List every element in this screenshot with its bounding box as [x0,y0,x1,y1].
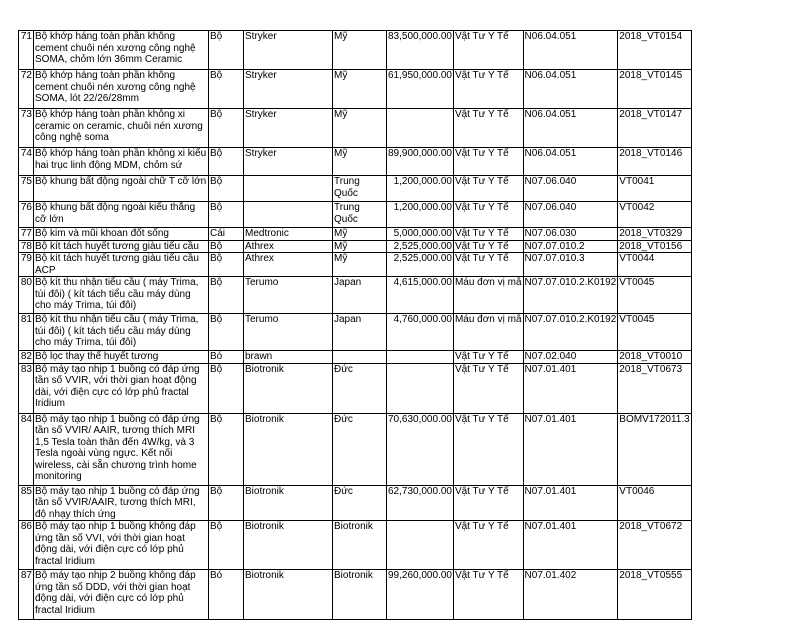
cell-row-number: 81 [19,314,34,351]
cell-item-code: N07.02.040 [523,351,618,364]
cell-item-code: N07.01.401 [523,363,618,413]
cell-item-code: N07.07.010.2.K0192 [523,314,618,351]
cell-item-name: Bộ máy tạo nhịp 1 buồng có đáp ứng tần số VVIR, với thời gian hoạt động dài, với điện cực có lớp phủ fractal Iridium [34,363,209,413]
cell-category: Máu đơn vị mẫ [453,314,523,351]
cell-origin: Đức [333,413,387,485]
table-row [19,363,692,413]
cell-unit: Bộ [209,240,244,253]
cell-reference-code: 2018_VT0156 [618,240,691,253]
cell-row-number: 87 [19,570,34,620]
cell-unit: Bộ [209,109,244,148]
cell-item-code: N06.04.051 [523,70,618,109]
cell-reference-code: 2018_VT0145 [618,70,691,109]
cell-reference-code: VT0041 [618,176,691,202]
cell-unit: Bộ [209,413,244,485]
cell-item-name: Bộ khớp háng toàn phần không cement chuôi nén xương công nghệ SOMA, lót 22/26/28mm [34,70,209,109]
cell-item-name: Bộ kim và mũi khoan đốt sống [34,228,209,241]
cell-origin: Japan [333,277,387,314]
cell-unit: Bộ [209,31,244,70]
cell-category: Vật Tư Y Tế [453,363,523,413]
cell-unit-price: 1,200,000.00 [387,202,454,228]
cell-unit: Bộ [209,202,244,228]
cell-origin: Japan [333,314,387,351]
cell-category: Vật Tư Y Tế [453,485,523,521]
cell-unit: Bộ [209,148,244,176]
table-row [19,277,692,314]
cell-unit-price: 2,525,000.00 [387,240,454,253]
cell-origin: Mỹ [333,31,387,70]
cell-category: Vật Tư Y Tế [453,202,523,228]
table-row [19,31,692,70]
cell-category: Vật Tư Y Tế [453,228,523,241]
cell-unit-price [387,363,454,413]
cell-origin: Trung Quốc [333,202,387,228]
cell-unit-price: 89,900,000.00 [387,148,454,176]
cell-item-code: N07.07.010.2.K0192 [523,277,618,314]
cell-reference-code: 2018_VT0147 [618,109,691,148]
cell-category: Vật Tư Y Tế [453,31,523,70]
cell-origin: Mỹ [333,240,387,253]
table-row [19,70,692,109]
cell-unit: Bó [209,570,244,620]
cell-item-name: Bộ kít tách huyết tương giàu tiểu cầu ACP [34,253,209,277]
supplies-table [18,30,692,620]
cell-item-name: Bộ khớp háng toàn phần không xi ceramic on ceramic, chuôi nén xương công nghệ soma [34,109,209,148]
table-body [19,31,692,620]
cell-reference-code: BOMV172011.3 [618,413,691,485]
cell-manufacturer: Biotronik [244,485,333,521]
cell-item-code: N07.07.010.2 [523,240,618,253]
cell-reference-code: 2018_VT0673 [618,363,691,413]
cell-reference-code: VT0045 [618,314,691,351]
cell-reference-code: 2018_VT0555 [618,570,691,620]
cell-unit-price: 83,500,000.00 [387,31,454,70]
cell-reference-code: 2018_VT0154 [618,31,691,70]
cell-origin: Trung Quốc [333,176,387,202]
cell-item-code: N07.01.401 [523,521,618,570]
cell-origin: Mỹ [333,228,387,241]
cell-item-code: N06.04.051 [523,109,618,148]
cell-row-number: 75 [19,176,34,202]
cell-unit: Bộ [209,70,244,109]
cell-reference-code: 2018_VT0329 [618,228,691,241]
cell-manufacturer: Athrex [244,253,333,277]
cell-row-number: 84 [19,413,34,485]
cell-manufacturer: Stryker [244,70,333,109]
cell-row-number: 76 [19,202,34,228]
cell-manufacturer: Stryker [244,31,333,70]
cell-category: Vật Tư Y Tế [453,176,523,202]
cell-unit-price [387,351,454,364]
cell-item-code: N07.01.402 [523,570,618,620]
cell-manufacturer: Terumo [244,277,333,314]
cell-item-code: N07.01.401 [523,413,618,485]
cell-item-name: Bộ lọc thay thế huyết tương [34,351,209,364]
cell-manufacturer: Stryker [244,148,333,176]
cell-unit: Bộ [209,277,244,314]
table-row [19,485,692,521]
cell-row-number: 73 [19,109,34,148]
cell-origin: Mỹ [333,253,387,277]
cell-row-number: 72 [19,70,34,109]
cell-item-name: Bộ khung bất động ngoài chữ T cỡ lớn [34,176,209,202]
cell-reference-code: VT0046 [618,485,691,521]
table-row [19,413,692,485]
table-row [19,202,692,228]
cell-manufacturer: Biotronik [244,521,333,570]
cell-row-number: 78 [19,240,34,253]
cell-item-name: Bộ khung bất động ngoài kiểu thẳng cỡ lớn [34,202,209,228]
cell-origin [333,351,387,364]
cell-unit: Bộ [209,314,244,351]
cell-unit: Cái [209,228,244,241]
table-row [19,109,692,148]
cell-category: Vật Tư Y Tế [453,570,523,620]
cell-manufacturer: Biotronik [244,570,333,620]
table-row [19,148,692,176]
cell-category: Vật Tư Y Tế [453,70,523,109]
cell-row-number: 82 [19,351,34,364]
cell-unit-price: 4,760,000.00 [387,314,454,351]
table-row [19,570,692,620]
cell-item-name: Bộ máy tạo nhịp 1 buồng không đáp ứng tần số VVI, với thời gian hoạt động dài, với điện cực có lớp phủ fractal Iridium [34,521,209,570]
cell-reference-code: VT0042 [618,202,691,228]
cell-origin: Đức [333,363,387,413]
cell-manufacturer: brawn [244,351,333,364]
cell-item-code: N06.04.051 [523,148,618,176]
cell-row-number: 80 [19,277,34,314]
cell-category: Vật Tư Y Tế [453,521,523,570]
cell-row-number: 77 [19,228,34,241]
cell-origin: Đức [333,485,387,521]
table-row [19,240,692,253]
cell-reference-code: VT0044 [618,253,691,277]
cell-unit-price: 99,260,000.00 [387,570,454,620]
cell-unit-price [387,521,454,570]
cell-reference-code: 2018_VT0146 [618,148,691,176]
cell-category: Máu đơn vị mẫ [453,277,523,314]
table-row [19,228,692,241]
cell-unit: Bộ [209,253,244,277]
table-row [19,521,692,570]
cell-manufacturer: Stryker [244,109,333,148]
cell-origin: Biotronik [333,521,387,570]
cell-unit-price: 61,950,000.00 [387,70,454,109]
cell-category: Vật Tư Y Tế [453,413,523,485]
cell-unit-price [387,109,454,148]
cell-item-name: Bộ khớp háng toàn phần không xi kiểu hai trục linh động MDM, chỏm sứ [34,148,209,176]
table-row [19,351,692,364]
cell-row-number: 83 [19,363,34,413]
cell-row-number: 85 [19,485,34,521]
cell-manufacturer: Medtronic [244,228,333,241]
cell-item-code: N06.04.051 [523,31,618,70]
cell-manufacturer: Athrex [244,240,333,253]
cell-row-number: 74 [19,148,34,176]
cell-item-code: N07.06.030 [523,228,618,241]
cell-reference-code: VT0045 [618,277,691,314]
cell-category: Vật Tư Y Tế [453,240,523,253]
cell-category: Vật Tư Y Tế [453,351,523,364]
cell-reference-code: 2018_VT0672 [618,521,691,570]
cell-unit-price: 4,615,000.00 [387,277,454,314]
cell-row-number: 86 [19,521,34,570]
cell-unit: Bộ [209,363,244,413]
table-row [19,253,692,277]
cell-item-name: Bộ máy tạo nhịp 1 buồng có đáp ứng tần số VVIR/ AAIR, tương thích MRI 1,5 Tesla toàn thân đến 4W/kg, và 3 Tesla ngoài vùng ngực. Kết nối wireless, cài sẵn chương trình home monitoring [34,413,209,485]
cell-unit-price: 1,200,000.00 [387,176,454,202]
cell-unit: Bộ [209,176,244,202]
cell-item-name: Bộ khớp háng toàn phần không cement chuôi nén xương công nghệ SOMA, chỏm lớn 36mm Ceramic [34,31,209,70]
cell-category: Vật Tư Y Tế [453,109,523,148]
cell-item-name: Bộ kít thu nhận tiểu cầu ( máy Trima, túi đôi) ( kít tách tiểu cầu máy dùng cho máy Trima, túi đôi) [34,314,209,351]
cell-unit-price: 2,525,000.00 [387,253,454,277]
cell-item-name: Bộ kít tách huyết tương giàu tiểu cầu [34,240,209,253]
cell-manufacturer: Biotronik [244,363,333,413]
cell-reference-code: 2018_VT0010 [618,351,691,364]
cell-unit-price: 62,730,000.00 [387,485,454,521]
cell-unit-price: 70,630,000.00 [387,413,454,485]
cell-row-number: 79 [19,253,34,277]
cell-manufacturer: Biotronik [244,413,333,485]
cell-manufacturer [244,176,333,202]
cell-item-name: Bộ kít thu nhận tiểu cầu ( máy Trima, túi đôi) ( kít tách tiểu cầu máy dùng cho máy Trima, túi đôi) [34,277,209,314]
cell-origin: Mỹ [333,109,387,148]
cell-item-code: N07.06.040 [523,202,618,228]
cell-row-number: 71 [19,31,34,70]
table-row [19,314,692,351]
cell-category: Vật Tư Y Tế [453,253,523,277]
cell-manufacturer: Terumo [244,314,333,351]
cell-item-code: N07.07.010.3 [523,253,618,277]
cell-item-name: Bộ máy tạo nhịp 1 buồng có đáp ứng tần số VVIR/AAIR, tương thích MRI, độ nhạy thích ứng [34,485,209,521]
cell-unit: Bộ [209,485,244,521]
cell-origin: Biotronik [333,570,387,620]
cell-item-code: N07.06.040 [523,176,618,202]
table-row [19,176,692,202]
cell-origin: Mỹ [333,70,387,109]
cell-origin: Mỹ [333,148,387,176]
cell-unit-price: 5,000,000.00 [387,228,454,241]
cell-item-code: N07.01.401 [523,485,618,521]
cell-item-name: Bộ máy tạo nhịp 2 buồng không đáp ứng tần số DDD, với thời gian hoạt động dài, với điện cực có lớp phủ fractal Iridium [34,570,209,620]
cell-unit: Bó [209,351,244,364]
cell-unit: Bộ [209,521,244,570]
cell-manufacturer [244,202,333,228]
cell-category: Vật Tư Y Tế [453,148,523,176]
